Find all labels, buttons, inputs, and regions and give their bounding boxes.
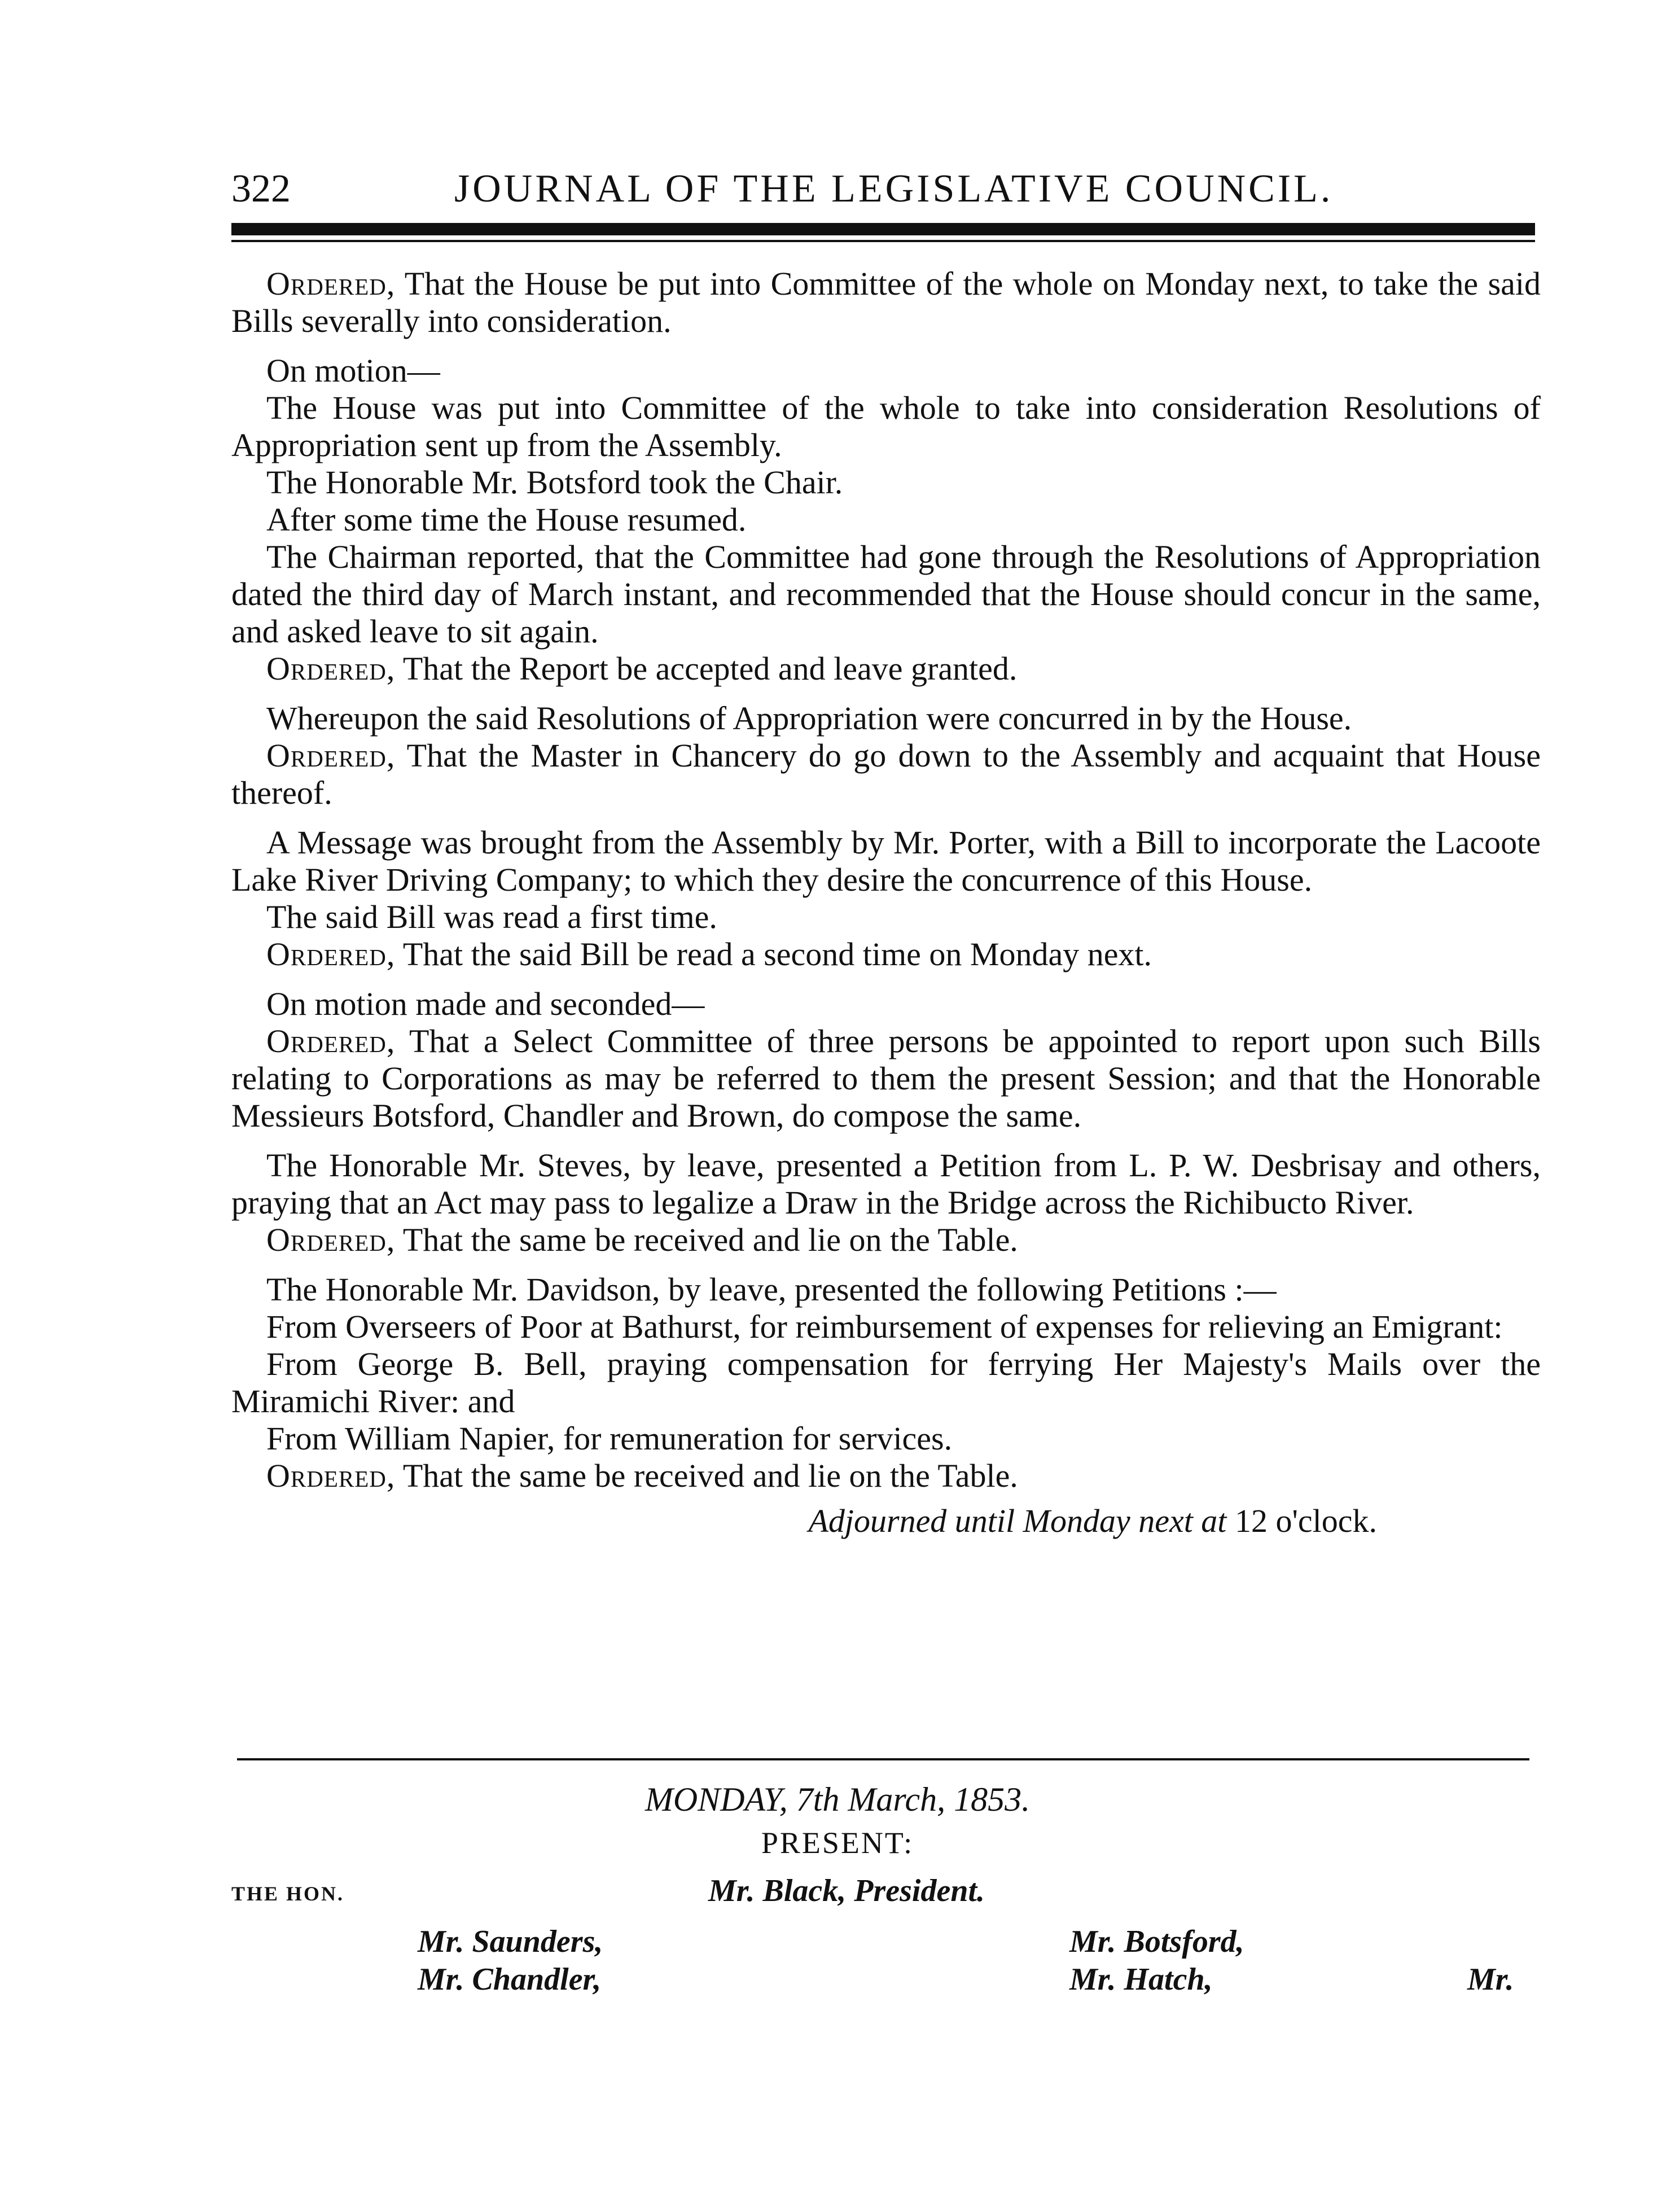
paragraph-text: That the said Bill be read a second time on Monday next. — [395, 936, 1152, 973]
member-name: Mr. Saunders, — [418, 1924, 603, 1959]
paragraph-text: That the same be received and lie on the Table. — [395, 1221, 1018, 1258]
ordered-lead: Ordered, — [266, 1023, 396, 1059]
journal-paragraph — [231, 265, 1541, 340]
paragraph-text: That the same be received and lie on the Table. — [395, 1457, 1018, 1494]
member-name: Mr. Hatch, — [1069, 1962, 1213, 1997]
paragraph-text: That a Select Committee of three persons be appointed to report upon such Bills relating to Corporations as may be referred to them the present Session; and that the Honorable Messieurs Botsford, Chandler and Brown, do compose the same. — [231, 1023, 1541, 1134]
journal-paragraph — [231, 1346, 1541, 1420]
paragraph-text: The Chairman reported, that the Committee had gone through the Resolutions of Appropriation dated the third day of March instant, and recommended that the House should concur in the same, and asked leave to sit again. — [231, 538, 1541, 650]
paragraph-text: Whereupon the said Resolutions of Appropriation were concurred in by the House. — [266, 700, 1352, 737]
journal-paragraph — [231, 1147, 1541, 1221]
journal-paragraph — [231, 985, 1541, 1023]
section-rule — [237, 1758, 1529, 1760]
the-hon-label: THE HON. — [231, 1882, 345, 1905]
paragraph-text: After some time the House resumed. — [266, 501, 747, 538]
ordered-lead: Ordered, — [266, 650, 396, 687]
journal-paragraph — [231, 936, 1541, 973]
paragraph-text: From William Napier, for remuneration for services. — [266, 1420, 953, 1457]
present-heading: PRESENT: — [761, 1826, 914, 1860]
paragraph-text: That the Master in Chancery do go down to the Assembly and acquaint that House thereof. — [231, 737, 1541, 811]
journal-paragraph — [231, 700, 1541, 737]
journal-paragraph — [231, 1221, 1541, 1259]
page-header — [231, 164, 1541, 214]
paragraph-text: From George B. Bell, praying compensation for ferrying Her Majesty's Mails over the Miramichi River: and — [231, 1346, 1541, 1420]
journal-paragraph — [231, 650, 1541, 687]
ordered-lead: Ordered, — [266, 1457, 396, 1494]
adjournment-line — [231, 1503, 1541, 1540]
journal-paragraph — [231, 1023, 1541, 1135]
page-number: 322 — [231, 167, 291, 211]
header-rule-thin — [231, 240, 1535, 242]
journal-paragraph — [231, 1271, 1541, 1308]
journal-paragraph — [231, 1457, 1541, 1495]
adjournment-text: Adjourned until Monday next at — [808, 1503, 1227, 1539]
member-name: Mr. Chandler, — [418, 1962, 602, 1997]
paragraph-text: On motion made and seconded— — [266, 985, 705, 1022]
journal-paragraph — [231, 899, 1541, 936]
member-name: Mr. Botsford, — [1069, 1924, 1244, 1959]
paragraph-text: On motion— — [266, 352, 440, 389]
journal-paragraph — [231, 1308, 1541, 1346]
journal-paragraph — [231, 737, 1541, 812]
ordered-lead: Ordered, — [266, 936, 396, 973]
paragraph-text: A Message was brought from the Assembly by Mr. Porter, with a Bill to incorporate the Lacoote Lake River Driving Company; to which they desire the concurrence of this House. — [231, 824, 1541, 898]
journal-paragraph — [231, 352, 1541, 389]
member-name: Mr. — [1467, 1962, 1514, 1997]
journal-paragraph — [231, 389, 1541, 464]
ordered-lead: Ordered, — [266, 1221, 396, 1258]
ordered-lead: Ordered, — [266, 737, 396, 774]
journal-paragraph — [231, 1420, 1541, 1457]
ordered-lead: Ordered, — [266, 265, 396, 302]
running-title: JOURNAL OF THE LEGISLATIVE COUNCIL. — [454, 167, 1334, 211]
header-rule-thick — [231, 223, 1535, 235]
paragraph-text: That the Report be accepted and leave granted. — [395, 650, 1018, 687]
journal-paragraph — [231, 538, 1541, 650]
journal-body — [231, 265, 1541, 1540]
paragraph-text: The Honorable Mr. Steves, by leave, presented a Petition from L. P. W. Desbrisay and others, praying that an Act may pass to legalize a Draw in the Bridge across the Richibucto River. — [231, 1147, 1541, 1221]
journal-paragraph — [231, 824, 1541, 899]
president-name: Mr. Black, President. — [708, 1873, 985, 1908]
paragraph-text: From Overseers of Poor at Bathurst, for reimbursement of expenses for relieving an Emigrant: — [266, 1308, 1503, 1345]
paragraph-text: The Honorable Mr. Davidson, by leave, presented the following Petitions :— — [266, 1271, 1277, 1308]
adjournment-time: 12 o'clock. — [1234, 1503, 1377, 1539]
paragraph-list — [231, 265, 1541, 1495]
sitting-day-heading: MONDAY, 7th March, 1853. — [644, 1781, 1031, 1818]
paragraph-text: The said Bill was read a first time. — [266, 899, 717, 935]
paragraph-text: The House was put into Committee of the whole to take into consideration Resolutions of Appropriation sent up from the Assembly. — [231, 389, 1541, 463]
paragraph-text: That the House be put into Committee of the whole on Monday next, to take the said Bills severally into consideration. — [231, 265, 1541, 339]
journal-paragraph — [231, 464, 1541, 501]
paragraph-text: The Honorable Mr. Botsford took the Chair. — [266, 464, 843, 501]
journal-paragraph — [231, 501, 1541, 538]
